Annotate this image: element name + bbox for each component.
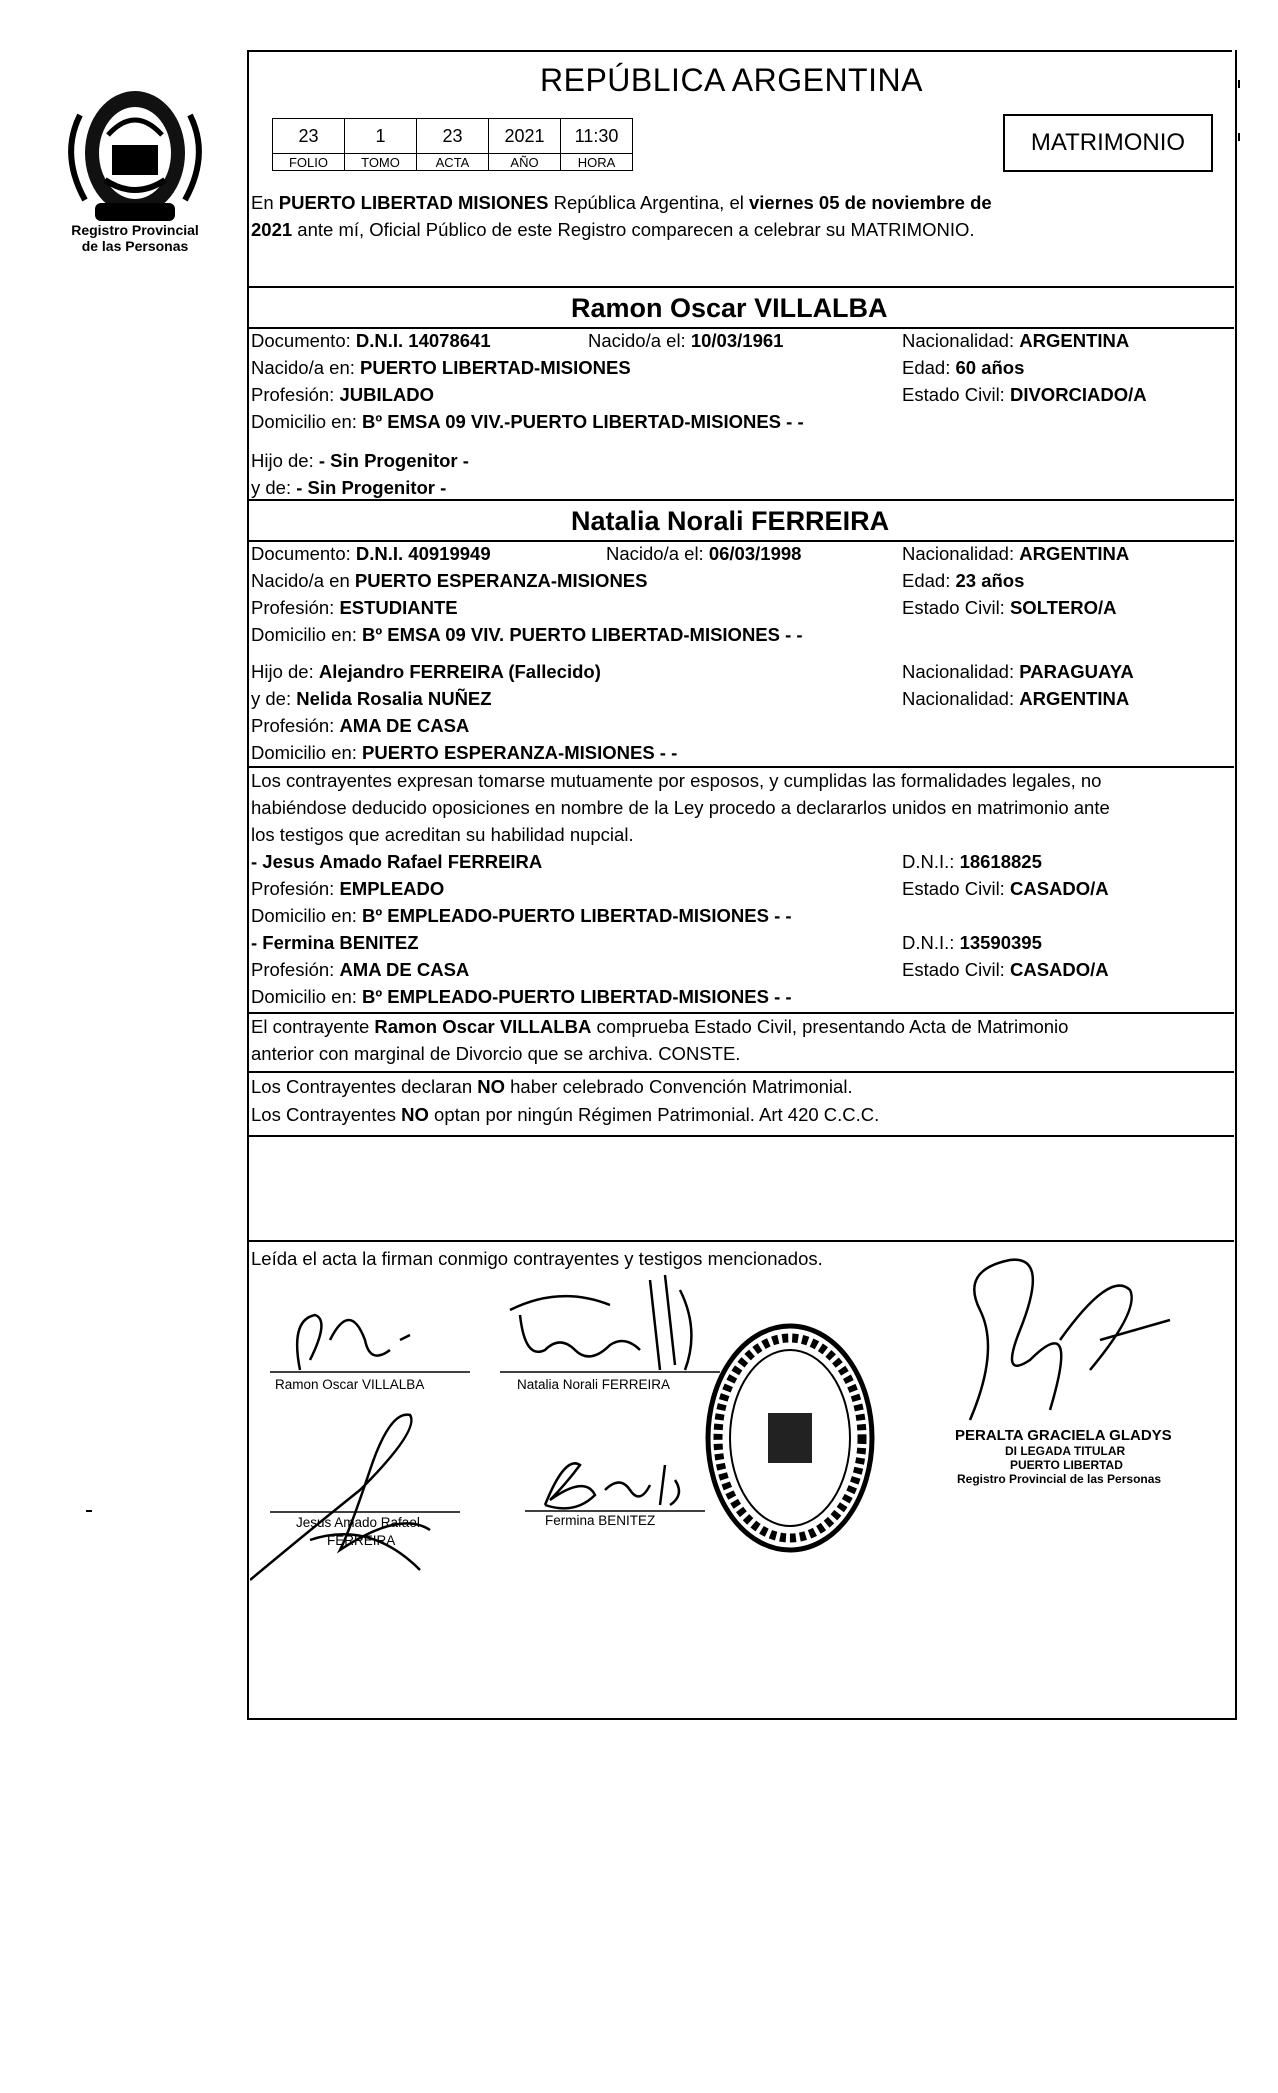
regime-note: Los Contrayentes NO optan por ningún Régimen Patrimonial. Art 420 C.C.C. — [251, 1104, 880, 1125]
witness-1-signature-label-1: Jesus Amado Rafael — [296, 1515, 420, 1530]
bride-signature-label: Natalia Norali FERREIRA — [517, 1377, 671, 1392]
divider — [247, 766, 1234, 768]
groom-age: Edad: 60 años — [902, 357, 1025, 378]
divider — [247, 540, 1234, 542]
bride-nationality: Nacionalidad: ARGENTINA — [902, 543, 1130, 564]
province-emblem-logo — [60, 75, 210, 230]
bride-father: Hijo de: Alejandro FERREIRA (Fallecido) — [251, 661, 601, 682]
margin-mark — [86, 1510, 92, 1512]
bride-address: Domicilio en: Bº EMSA 09 VIV. PUERTO LIBERTAD-MISIONES - - — [251, 624, 803, 645]
divider — [247, 1135, 1234, 1137]
bride-birthdate: Nacido/a el: 06/03/1998 — [606, 543, 802, 564]
tomo-label: TOMO — [345, 154, 417, 171]
bride-mother-address: Domicilio en: PUERTO ESPERANZA-MISIONES - - — [251, 742, 678, 763]
groom-profession: Profesión: JUBILADO — [251, 384, 434, 405]
witness-2-signature — [525, 1445, 705, 1520]
official-name: PERALTA GRACIELA GLADYS — [955, 1427, 1172, 1444]
bride-age: Edad: 23 años — [902, 570, 1025, 591]
hour-label: HORA — [561, 154, 633, 171]
witness-2-signature-label: Fermina BENITEZ — [545, 1513, 656, 1528]
official-seal-stamp — [700, 1318, 880, 1558]
groom-birthplace: Nacido/a en: PUERTO LIBERTAD-MISIONES — [251, 357, 631, 378]
witness-2-dni: D.N.I.: 13590395 — [902, 932, 1042, 953]
year-value: 2021 — [489, 119, 561, 154]
witness-1-profession: Profesión: EMPLEADO — [251, 878, 445, 899]
official-signature — [930, 1250, 1190, 1430]
bride-mother-profession: Profesión: AMA DE CASA — [251, 715, 470, 736]
groom-mother: y de: - Sin Progenitor - — [251, 477, 447, 498]
groom-civil-status: Estado Civil: DIVORCIADO/A — [902, 384, 1147, 405]
tomo-value: 1 — [345, 119, 417, 154]
official-organization: Registro Provincial de las Personas — [957, 1472, 1162, 1486]
acta-label: ACTA — [417, 154, 489, 171]
act-type-box: MATRIMONIO — [1003, 114, 1213, 172]
bride-profession: Profesión: ESTUDIANTE — [251, 597, 458, 618]
witness-2-profession: Profesión: AMA DE CASA — [251, 959, 470, 980]
page-title: REPÚBLICA ARGENTINA — [540, 62, 923, 98]
witness-2-name: - Fermina BENITEZ — [251, 932, 419, 953]
hour-value: 11:30 — [561, 119, 633, 154]
witness-2-civil-status: Estado Civil: CASADO/A — [902, 959, 1109, 980]
groom-name: Ramon Oscar VILLALBA — [571, 293, 888, 323]
civil-status-note-1: El contrayente Ramon Oscar VILLALBA comprueba Estado Civil, presentando Acta de Matrimonio — [251, 1016, 1069, 1037]
official-title: DI LEGADA TITULAR — [1005, 1444, 1126, 1458]
witness-1-signature-label-2: FERREIRA — [327, 1533, 396, 1548]
groom-address: Domicilio en: Bº EMSA 09 VIV.-PUERTO LIBERTAD-MISIONES - - — [251, 411, 804, 432]
bride-mother: y de: Nelida Rosalia NUÑEZ — [251, 688, 492, 709]
witness-1-address: Domicilio en: Bº EMPLEADO-PUERTO LIBERTAD-MISIONES - - — [251, 905, 792, 926]
civil-status-note-2: anterior con marginal de Divorcio que se archiva. CONSTE. — [251, 1043, 741, 1064]
witness-1-civil-status: Estado Civil: CASADO/A — [902, 878, 1109, 899]
declaration-line-2: habiéndose deducido oposiciones en nombre de la Ley procedo a declararlos unidos en matrimonio ante — [251, 797, 1110, 818]
bride-document: Documento: D.N.I. 40919949 — [251, 543, 491, 564]
intro-line-2: 2021 ante mí, Oficial Público de este Registro comparecen a celebrar su MATRIMONIO. — [251, 219, 975, 240]
registry-name: Registro Provincial de las Personas — [71, 222, 199, 254]
groom-father: Hijo de: - Sin Progenitor - — [251, 450, 469, 471]
bride-father-nationality: Nacionalidad: PARAGUAYA — [902, 661, 1134, 682]
bride-name: Natalia Norali FERREIRA — [571, 506, 890, 536]
record-box — [272, 118, 633, 171]
folio-label: FOLIO — [273, 154, 345, 171]
bride-signature — [500, 1270, 720, 1380]
groom-signature-label: Ramon Oscar VILLALBA — [275, 1377, 425, 1392]
witness-1-name: - Jesus Amado Rafael FERREIRA — [251, 851, 543, 872]
bride-birthplace: Nacido/a en PUERTO ESPERANZA-MISIONES — [251, 570, 648, 591]
acta-value: 23 — [417, 119, 489, 154]
declaration-line-1: Los contrayentes expresan tomarse mutuamente por esposos, y cumplidas las formalidades legales, no — [251, 770, 1102, 791]
divider — [247, 499, 1234, 501]
margin-mark — [1238, 133, 1240, 141]
divider — [247, 1240, 1234, 1242]
witness-1-dni: D.N.I.: 18618825 — [902, 851, 1042, 872]
divider — [247, 1071, 1234, 1073]
convention-note: Los Contrayentes declaran NO haber celebrado Convención Matrimonial. — [251, 1076, 853, 1097]
margin-mark — [1238, 80, 1240, 88]
intro-line-1: En PUERTO LIBERTAD MISIONES República Argentina, el viernes 05 de noviembre de — [251, 192, 992, 213]
official-place: PUERTO LIBERTAD — [1010, 1458, 1123, 1472]
divider — [247, 327, 1234, 329]
bride-civil-status: Estado Civil: SOLTERO/A — [902, 597, 1117, 618]
groom-birthdate: Nacido/a el: 10/03/1961 — [588, 330, 784, 351]
groom-signature — [270, 1280, 470, 1380]
groom-nationality: Nacionalidad: ARGENTINA — [902, 330, 1130, 351]
declaration-line-3: los testigos que acreditan su habilidad nupcial. — [251, 824, 634, 845]
witness-2-address: Domicilio en: Bº EMPLEADO-PUERTO LIBERTAD-MISIONES - - — [251, 986, 792, 1007]
bride-mother-nationality: Nacionalidad: ARGENTINA — [902, 688, 1130, 709]
year-label: AÑO — [489, 154, 561, 171]
witness-1-signature — [250, 1410, 480, 1600]
divider — [247, 286, 1234, 288]
divider — [247, 1012, 1234, 1014]
folio-value: 23 — [273, 119, 345, 154]
groom-document: Documento: D.N.I. 14078641 — [251, 330, 491, 351]
signature-intro: Leída el acta la firman conmigo contrayentes y testigos mencionados. — [251, 1248, 823, 1269]
